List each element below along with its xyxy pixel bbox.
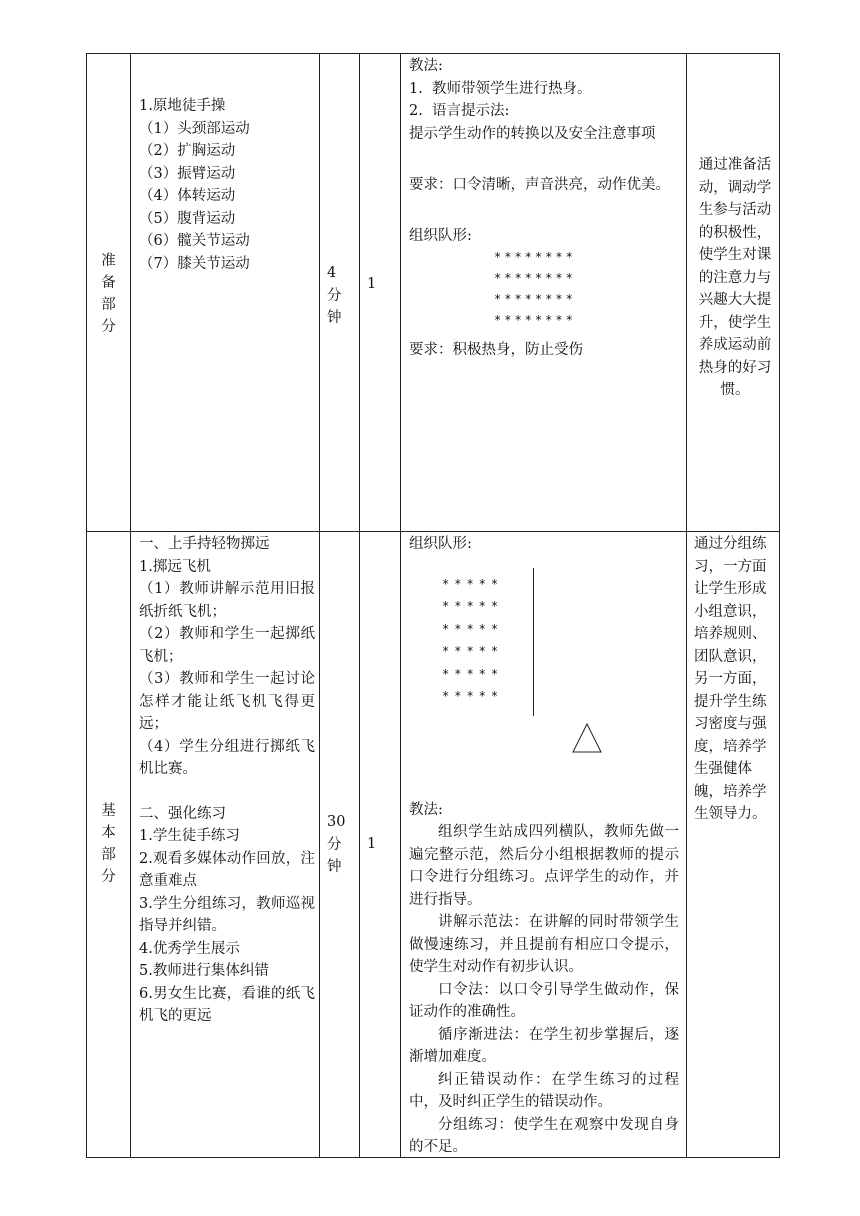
content-line: 一、上手持轻物掷远 [139,536,270,552]
time-basic [327,811,357,879]
count-basic [367,833,376,856]
content-line: （6）髋关节运动 [139,233,250,249]
formation-row: ******** [494,292,576,306]
time-part: 钟 [327,310,342,326]
content-line: 5.教师进行集体纠错 [139,963,269,979]
content-line: 1.学生徒手练习 [139,828,240,844]
column-divider [686,54,687,1157]
content-line: （4）体转运动 [139,188,236,204]
content-line: 2.观看多媒体动作回放，注意重难点 [139,850,315,889]
column-divider [400,54,401,1157]
goal-basic [694,533,774,826]
method-title: 教法: [409,801,443,818]
method-item: 2. 语言提示法: [409,103,510,119]
method-requirement: 要求：积极热身，防止受伤 [409,342,583,358]
count-preparation [367,273,376,296]
section-label-preparation [87,250,130,338]
column-divider [130,54,131,1157]
method-title: 教法: [409,58,443,74]
method-paragraph: 纠正错误动作：在学生练习的过程中，及时纠正学生的错误动作。 [409,1071,679,1110]
formation-diagram [409,556,679,766]
formation-row: ***** [442,666,504,681]
section-char: 准 [101,253,116,269]
section-label-basic [87,800,130,888]
method-paragraph: 组织学生站成四列横队，教师先做一遍完整示范，然后分小组根据教师的提示口令进行分组练习。点评学生的动作，并进行指导。 [409,824,679,908]
content-preparation [139,95,314,275]
content-line: （1）教师讲解示范用旧报纸折纸飞机； [139,581,315,620]
content-line: （3）教师和学生一起讨论怎样才能让纸飞机飞得更远； [139,671,315,732]
time-part: 30 [327,814,346,830]
method-item: 1. 教师带领学生进行热身。 [409,80,592,97]
method-paragraph: 口令法：以口令引导学生做动作，保证动作的准确性。 [409,981,679,1020]
lesson-plan-table [86,53,780,1158]
method-item-text: 提示学生动作的转换以及安全注意事项 [409,125,656,142]
content-line: 二、强化练习 [139,805,226,822]
content-basic [139,533,315,1028]
method-preparation [409,55,679,362]
method-paragraph: 循序渐进法：在学生初步掌握后，逐渐增加难度。 [409,1026,679,1065]
content-line: （1）头颈部运动 [139,120,250,137]
formation-row: ******** [494,250,576,264]
count-value: 1 [367,836,377,852]
time-part: 分 [327,836,342,853]
formation-row: ***** [442,621,504,636]
goal-preparation [697,154,773,402]
method-requirement: 要求：口令清晰，声音洪亮，动作优美。 [409,177,670,193]
section-char: 备 [101,275,116,291]
section-char: 分 [101,869,116,885]
time-preparation [327,262,357,330]
formation-row: ***** [442,644,504,658]
content-line: 6.男女生比赛，看谁的纸飞机飞的更远 [139,985,315,1024]
time-part: 钟 [327,859,342,875]
time-part: 分 [327,287,342,304]
method-paragraph: 讲解示范法：在讲解的同时带领学生做慢速练习，并且提前有相应口令提示，使学生对动作有初步认识。 [409,914,679,975]
formation-label: 组织队形: [409,536,472,552]
method-basic [409,533,679,1159]
content-line: （7）膝关节运动 [139,255,250,272]
content-line: （2）教师和学生一起掷纸飞机； [139,626,315,665]
section-char: 本 [101,825,116,841]
section-char: 分 [101,319,116,335]
content-line: 3.学生分组练习，教师巡视指导并纠错。 [139,895,315,934]
column-divider [319,54,320,1157]
time-part: 4 [327,265,337,281]
count-value: 1 [367,276,377,292]
formation-row: ******** [494,271,576,285]
content-line: （3）振臂运动 [139,165,236,182]
column-divider [359,54,360,1157]
section-char: 部 [101,847,116,863]
formation-row: ***** [442,576,504,591]
goal-text: 通过准备活动，调动学生参与活动的积极性，使学生对课的注意力与兴趣大大提升，使学生养成运动前热身的好习惯。 [698,157,772,398]
goal-text: 通过分组练习，一方面让学生形成小组意识，培养规则、团队意识，另一方面，提升学生练习密度与强度，培养学生强健体魄，培养学生领导力。 [694,536,767,822]
section-char: 部 [101,297,116,313]
formation-row: ***** [442,599,504,613]
section-char: 基 [101,803,116,819]
formation-diagram [409,247,679,331]
row-divider [87,531,779,532]
line-marker [533,568,534,716]
formation-row: ******** [494,313,576,327]
content-line: 1.原地徒手操 [139,98,226,114]
formation-label: 组织队形: [409,227,472,244]
content-line: （4）学生分组进行掷纸飞机比赛。 [139,738,315,777]
content-line: （5）腹背运动 [139,210,236,227]
teacher-triangle-icon [571,722,603,754]
content-line: 4.优秀学生展示 [139,940,240,957]
method-paragraph: 分组练习：使学生在观察中发现自身的不足。 [409,1116,679,1155]
formation-row: ***** [442,689,504,703]
content-line: 1.掷远飞机 [139,558,211,575]
content-line: （2）扩胸运动 [139,143,236,159]
